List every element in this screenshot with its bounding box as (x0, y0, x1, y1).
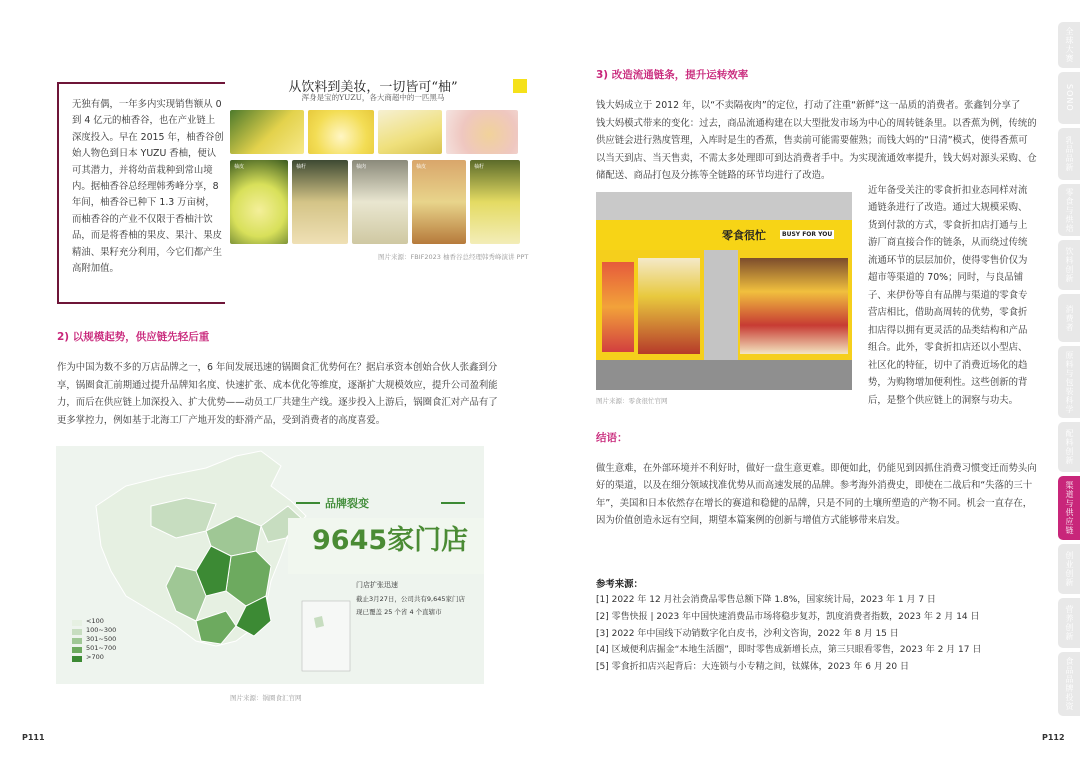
legend-label: 501~700 (86, 644, 117, 652)
brand-title: 品牌裂变 (325, 497, 369, 510)
section-2-line: 力，而后在供应链上加深投入、扩大优势——动员工厂共建生产线。逐步投入上游后，锅圈食汇对产品有了 (57, 397, 498, 408)
reference-item: [3] 2022 年中国线下动销数字化白皮书，沙利文咨询，2022 年 8 月 15 日 (596, 629, 899, 639)
side-para-line: 后，是整个供应链上的洞察与功夫。 (868, 395, 1019, 406)
store-window (602, 262, 634, 352)
tab-label: 创业创新 (1065, 551, 1074, 587)
legend-swatch (72, 656, 82, 662)
side-para-line: 扣店得以拥有更灵活的品类结构和产品 (868, 325, 1028, 336)
yuzu-tile-label: 柚皮 (234, 164, 245, 170)
conclusion-line: 做生意难，在外部环境并不利好时，做好一盘生意更难。即便如此，仍能见到因抓住消费习惯变迁而势头向 (596, 463, 1037, 474)
yuzu-photo (352, 160, 408, 244)
side-para-line: 游厂商直接合作的链条，从而绕过传统 (868, 237, 1028, 248)
sidewalk (596, 360, 852, 390)
yuzu-photo (230, 160, 288, 244)
yuzu-tile-label: 柚籽 (296, 164, 307, 170)
section-3-line: 供应链会进行熟度管理，入库时是生的香蕉，售卖前可能需要催熟；而钱大妈的“日清”模式，使得香蕉可 (596, 135, 1028, 146)
yuzu-photo (292, 160, 348, 244)
legend-swatch (72, 638, 82, 644)
section-2-line: 作为中国为数不多的万店品牌之一，6 年间发展迅速的锅圈食汇优势何在？据启承资本创始合伙人张鑫到分 (57, 362, 498, 373)
section-2-line: 更多掌控力，例如基于北海工厂产地开发的虾滑产品，受到消费者的高度喜爱。 (57, 415, 386, 426)
yuzu-photo (446, 110, 518, 154)
yuzu-photo (308, 110, 374, 154)
reference-item: [2] 零售快报 | 2023 年中国快速消费品市场将稳步复苏，凯度消费者指数，2023 年 2 月 14 日 (596, 612, 980, 622)
legend-label: 301~500 (86, 635, 117, 643)
store-photo (596, 192, 852, 390)
reference-item: [1] 2022 年 12 月社会消费品零售总额下降 1.8%，国家统计局，2023 年 1 月 7 日 (596, 595, 936, 605)
tab-sono[interactable] (1058, 72, 1080, 124)
yuzu-tile-label: 柚籽 (474, 164, 485, 170)
tab-label: 乳品品新 (1065, 136, 1074, 172)
section-3-heading: 3) 改造流通链条，提升运转效率 (596, 69, 749, 81)
side-para-line: 子、来伊份等自有品牌与渠道的零食专 (868, 290, 1028, 301)
tab-label: 零食与烘焙 (1065, 187, 1074, 233)
store-sign: 零食很忙 (722, 229, 766, 242)
yuzu-photo (378, 110, 442, 154)
section-3-line: 钱大妈模式带来的变化：过去，商品流通构建在以大型批发市场为中心的周转链条里。以香蕉为例，传统的 (596, 118, 1037, 129)
yuzu-product-image (228, 72, 540, 262)
legend-swatch (72, 629, 82, 635)
yuzu-photo (470, 160, 520, 244)
side-para-line: 组合。此外，零食折扣店还以小型店、 (868, 342, 1028, 353)
tab-label: 全球大赛 (1065, 27, 1074, 63)
brand-title-rule (296, 502, 320, 504)
expansion-line: 截止3月27日，公司共有9,645家门店 (356, 595, 466, 603)
expansion-line: 现已覆盖 25 个省 4 个直辖市 (356, 608, 442, 616)
yuzu-tile-label: 柚皮 (416, 164, 427, 170)
yuzu-subtitle: 浑身是宝的YUZU，各大商超中的一匹黑马 (301, 93, 445, 102)
reference-item: [5] 零食折扣店兴起背后：大连锁与小专精之间，钛媒体，2023 年 6 月 20 日 (596, 662, 909, 672)
map-inset (302, 601, 350, 671)
legend-label: <100 (86, 617, 104, 625)
store-pillar (704, 250, 738, 360)
section-2-heading: 2) 以规模起势，供应链先轻后重 (57, 331, 210, 343)
page-number-left: P111 (22, 733, 45, 742)
legend-label: >700 (86, 653, 104, 661)
conclusion-heading: 结语： (596, 432, 628, 444)
side-para-line: 势，为购物增加便利性。这些创新的背 (868, 377, 1028, 388)
legend-label: 100~300 (86, 626, 117, 634)
yuzu-photo (412, 160, 466, 244)
store-count: 9645家门店 (312, 525, 469, 556)
page-number-right: P112 (1042, 733, 1065, 742)
section-3-line: 以当天到店、当天售卖，不需太多处理即可到达消费者手中。为实现流通效率提升，钱大妈对源头采购、仓 (596, 153, 1037, 164)
references-title: 参考来源： (596, 579, 643, 590)
side-para-line: 近年备受关注的零食折扣业态同样对流 (868, 185, 1028, 196)
tab-snacks[interactable] (1058, 184, 1080, 236)
conclusion-line: 因为价值创造永远有空间，期望本篇案例的创新与增值方式能够带来启发。 (596, 515, 906, 526)
side-para-line: 通链条进行了改造。通过大规模采购、 (868, 202, 1028, 213)
section-3-line: 钱大妈成立于 2012 年，以“不卖隔夜肉”的定位，打动了注重“新鲜”这一品质的消费者。张鑫钊分享了 (596, 100, 1021, 111)
yuzu-tile-label: 柚肉 (356, 164, 367, 170)
yellow-tag-icon (513, 79, 527, 93)
tab-global-awards[interactable] (1058, 22, 1080, 68)
yuzu-photo (230, 110, 304, 154)
expansion-title: 门店扩张迅速 (356, 581, 398, 589)
conclusion-line: 好的渠道，以及在细分领域找准优势从而高速发展的品牌。参考海外消费史，即使在二战后和“失落的三十 (596, 480, 1033, 491)
tab-consumers[interactable] (1058, 294, 1080, 342)
tab-nutrition[interactable] (1058, 598, 1080, 648)
section-2-line: 享，锅圈食汇前期通过提升品牌知名度、快速扩张、成本优化等维度，逐渐扩大规模效应，提升公司盈利能 (57, 380, 498, 391)
brand-title-rule (441, 502, 465, 504)
tab-label: SONO (1065, 84, 1074, 112)
tab-startup[interactable] (1058, 544, 1080, 594)
tab-beverage[interactable] (1058, 240, 1080, 290)
tab-investment[interactable] (1058, 652, 1080, 716)
tab-label: 消费者 (1065, 304, 1074, 332)
tab-channel-supply-chain[interactable] (1058, 476, 1080, 540)
map-region (96, 451, 306, 646)
store-photo-caption: 图片来源：零食很忙官网 (596, 397, 668, 405)
side-para-line: 流通环节的层层加价，使得零售价仅为 (868, 255, 1028, 266)
side-para-line: 营店相比，借助高周转的优势，零食折 (868, 307, 1028, 318)
legend-swatch (72, 647, 82, 653)
tab-label: 原料与包装科学 (1065, 350, 1074, 414)
conclusion-line: 年”，美国和日本依然存在增长的赛道和稳健的品牌，只是不同的土壤所塑造的产物不同。机会一直存在， (596, 498, 1033, 509)
quote-text: 无独有偶，一年多内实现销售额从 0 到 4 亿元的柚香谷，也在产业链上深度投入。早在 2015 年，柚香谷创始人物色到日本 YUZU 香柚，便认可其潜力，并将幼苗栽种到常山境内。据柚香谷总经理韩秀峰分享，8 年间，柚香谷已种下 1.3 万亩树，而柚香谷的产业不仅限于香柚汁饮品，而是将香柚的果皮、果汁、果皮精油、果籽充分利用，今它们都产生高附加值。 (72, 99, 224, 275)
store-sign-en: BUSY FOR YOU (782, 231, 833, 238)
tab-label: 渠道与供应链 (1065, 481, 1074, 535)
yuzu-title: 从饮料到美妆，一切皆可“柚” (288, 80, 458, 95)
tab-label: 食品品牌投资 (1065, 657, 1074, 711)
store-window (740, 258, 848, 354)
side-para-line: 货到付款的方式，零食折扣店打通与上 (868, 220, 1028, 231)
tab-label: 营养创新 (1065, 605, 1074, 641)
store-door (638, 258, 700, 354)
tab-dairy[interactable] (1058, 128, 1080, 180)
tab-label: 配料创新 (1065, 429, 1074, 465)
map-caption: 图片来源：锅圈食汇官网 (230, 694, 302, 702)
yuzu-caption: 图片来源：FBIF2023 柚香谷总经理韩秀峰演讲 PPT (378, 253, 529, 261)
store-map-figure (56, 446, 484, 684)
tab-ingredients[interactable] (1058, 422, 1080, 472)
tab-label: 饮料创新 (1065, 247, 1074, 283)
photo-sky (596, 192, 852, 220)
side-para-line: 超市等渠道的 70%；同时，与良品铺 (868, 272, 1024, 283)
legend-swatch (72, 620, 82, 626)
china-map (56, 446, 484, 684)
side-para-line: 社区化的特征，切中了消费近场化的趋 (868, 360, 1028, 371)
reference-item: [4] 区域便利店掘金“本地生活圈”，即时零售成新增长点，第三只眼看零售，2023 年 2 月 17 日 (596, 645, 982, 655)
tab-materials-packaging[interactable] (1058, 346, 1080, 418)
section-3-line: 储配送、商品打包及分拣等全链路的环节均进行了改造。 (596, 170, 831, 181)
